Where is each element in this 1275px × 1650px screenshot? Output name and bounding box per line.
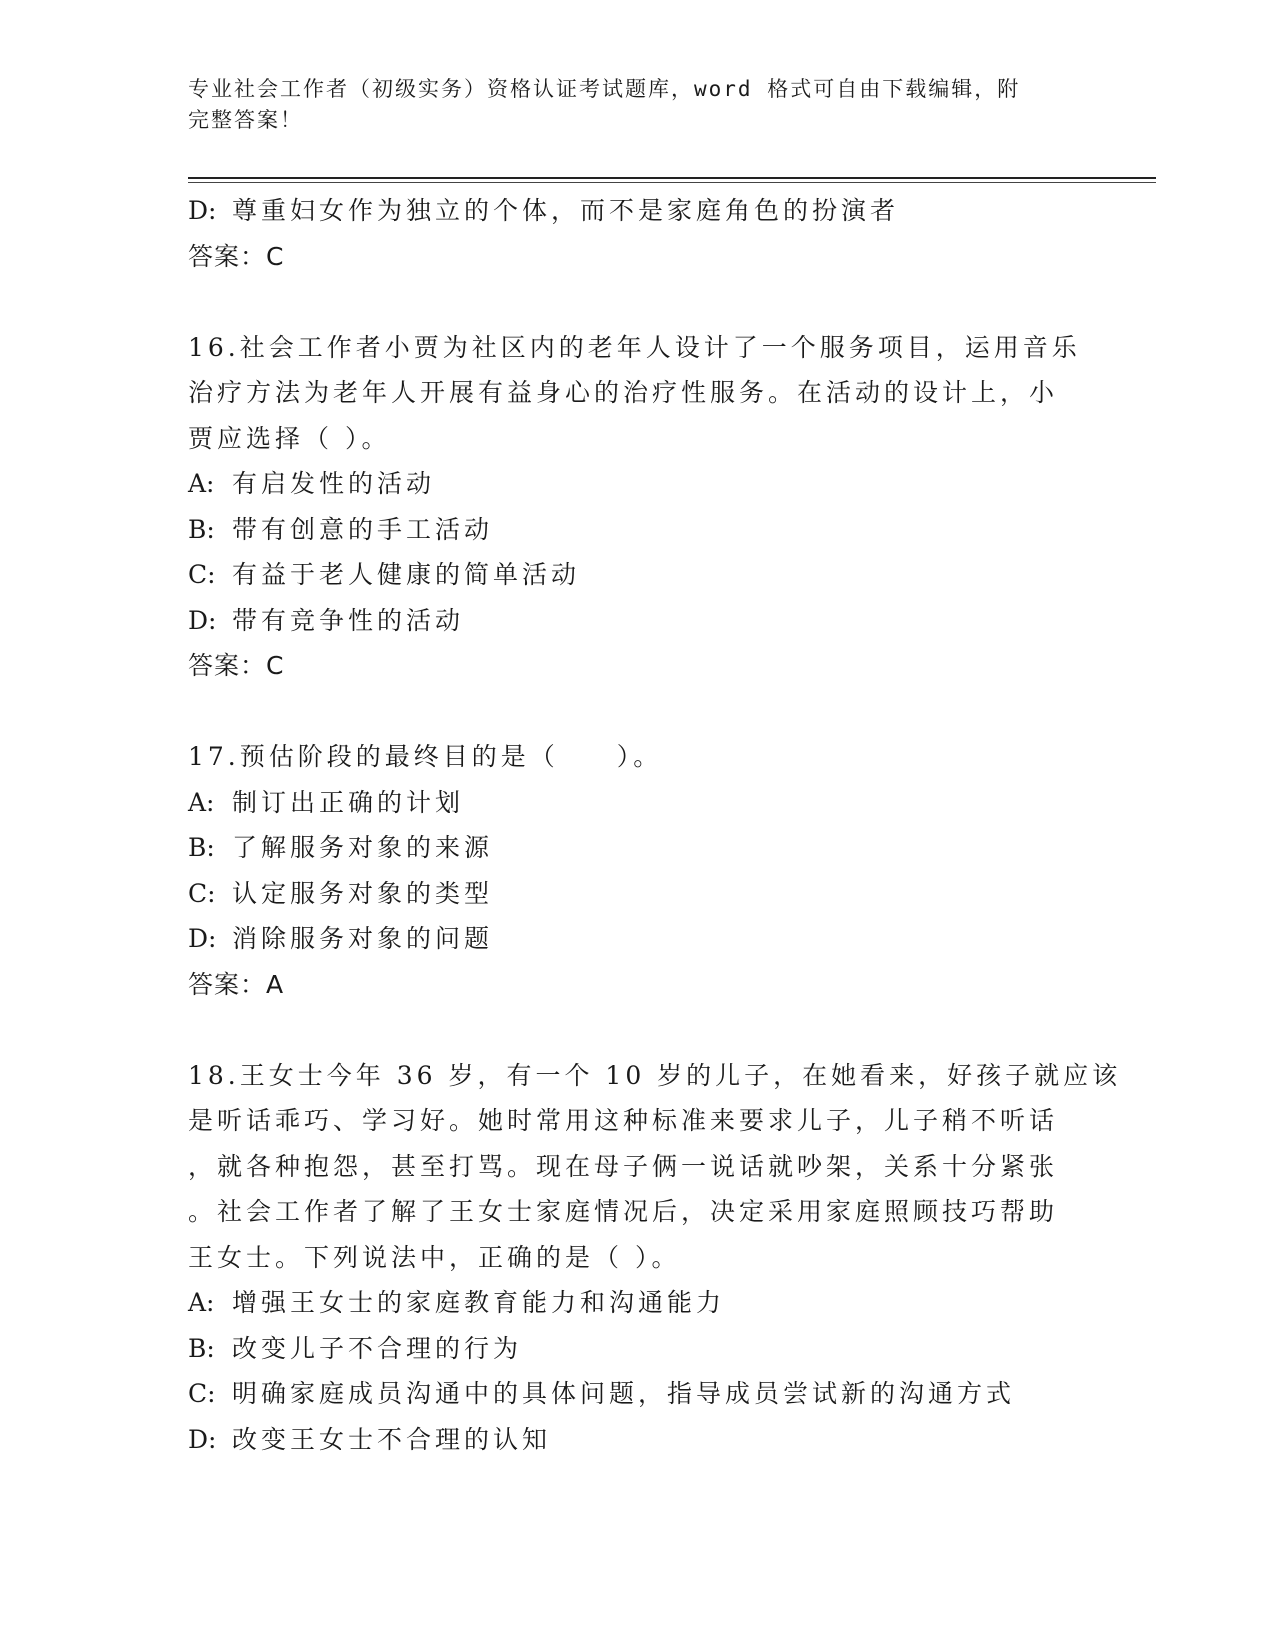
option-a (188, 780, 1088, 826)
option-key: C: (188, 560, 216, 589)
option-b (188, 1326, 1088, 1372)
option-text: 尊重妇女作为独立的个体，而不是家庭角色的扮演者 (232, 196, 900, 225)
option-key: A: (188, 1288, 215, 1317)
option-key: B: (188, 1333, 215, 1363)
option-d (188, 916, 1088, 962)
option-d (188, 598, 1088, 644)
header-line-1: 专业社会工作者（初级实务）资格认证考试题库，word 格式可自由下载编辑，附 (188, 77, 1021, 101)
option-text: 带有创意的手工活动 (232, 514, 494, 544)
header-rule-thick (188, 177, 1156, 179)
option-text: 有启发性的活动 (232, 469, 436, 498)
option-text: 改变儿子不合理的行为 (232, 1333, 523, 1363)
question-16 (188, 325, 1088, 689)
option-c (188, 871, 1088, 917)
header-line-2: 完整答案！ (188, 108, 303, 132)
option-text: 制订出正确的计划 (232, 787, 465, 817)
option-text: 了解服务对象的来源 (232, 833, 494, 862)
question-18 (188, 1053, 1122, 1463)
question-stem-line: 17.预估阶段的最终目的是（ ）。 (188, 742, 663, 771)
question-stem-line: 王女士。下列说法中，正确的是（ ）。 (188, 1242, 681, 1272)
option-c (188, 552, 1088, 598)
spacer (188, 279, 1088, 325)
option-d (188, 1417, 1088, 1463)
option-key: D: (188, 196, 217, 225)
header-rule-thin (188, 182, 1156, 183)
option-a (188, 461, 1088, 507)
option-b (188, 825, 1088, 871)
option-key: C: (188, 878, 216, 908)
answer-line: 答案：A (188, 969, 285, 999)
option-c (188, 1371, 1088, 1417)
option-text: 带有竞争性的活动 (232, 605, 465, 635)
option-text: 明确家庭成员沟通中的具体问题，指导成员尝试新的沟通方式 (232, 1379, 1016, 1408)
option-text: 有益于老人健康的简单活动 (232, 560, 581, 589)
option-key: D: (188, 924, 217, 953)
question-stem-line: 16.社会工作者小贾为社区内的老年人设计了一个服务项目，运用音乐 (188, 332, 1081, 362)
option-key: A: (188, 469, 215, 498)
question-17 (188, 734, 1088, 1007)
option-a (188, 1280, 1088, 1326)
option-key: D: (188, 1424, 217, 1454)
question-stem-line: 是听话乖巧、学习好。她时常用这种标准来要求儿子，儿子稍不听话 (188, 1106, 1059, 1135)
option-key: A: (188, 787, 215, 817)
answer-line: 答案：C (188, 651, 285, 680)
option-key: B: (188, 833, 215, 862)
option-key: D: (188, 605, 217, 635)
option-d (188, 188, 1088, 234)
answer-line: 答案：C (188, 241, 285, 271)
option-b (188, 507, 1088, 553)
spacer (188, 689, 1088, 735)
option-key: B: (188, 514, 215, 544)
option-text: 改变王女士不合理的认知 (232, 1424, 552, 1454)
question-stem-line: 贾应选择（ ）。 (188, 423, 391, 453)
question-stem-line: 治疗方法为老年人开展有益身心的治疗性服务。在活动的设计上，小 (188, 378, 1059, 407)
page-header (188, 74, 1088, 136)
question-stem-line: 。社会工作者了解了王女士家庭情况后，决定采用家庭照顾技巧帮助 (188, 1197, 1059, 1226)
option-text: 认定服务对象的类型 (232, 878, 494, 908)
option-key: C: (188, 1379, 216, 1408)
question-stem-line: ，就各种抱怨，甚至打骂。现在母子俩一说话就吵架，关系十分紧张 (188, 1151, 1059, 1181)
question-content (188, 188, 1122, 1462)
spacer (188, 1007, 1088, 1053)
option-text: 消除服务对象的问题 (232, 924, 494, 953)
option-text: 增强王女士的家庭教育能力和沟通能力 (232, 1288, 726, 1317)
question-stem-line: 18.王女士今年 36 岁，有一个 10 岁的儿子，在她看来，好孩子就应该 (188, 1060, 1122, 1090)
